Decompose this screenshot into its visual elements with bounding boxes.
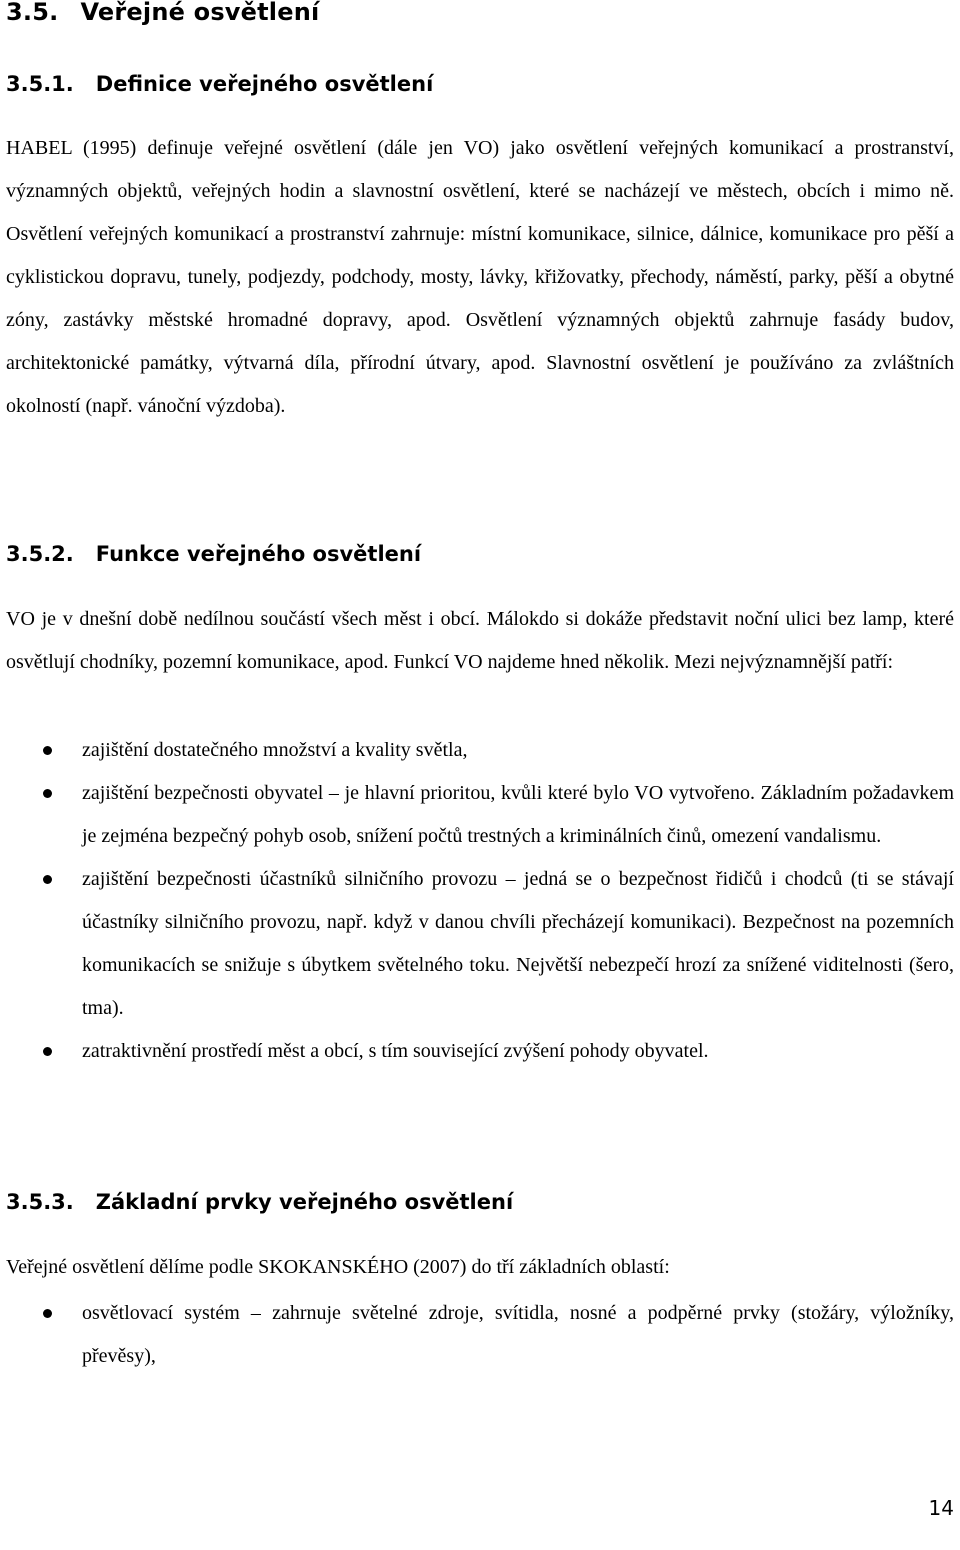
section-number: 3.5. <box>6 0 59 26</box>
subsection-title: Definice veřejného osvětlení <box>95 72 434 96</box>
list-item-text: zatraktivnění prostředí měst a obcí, s tím související zvýšení pohody obyvatel. <box>82 1040 709 1062</box>
list-item <box>0 858 954 1030</box>
list-item-text: zajištění dostatečného množství a kvality světla, <box>82 739 468 761</box>
list-item <box>0 1292 954 1378</box>
definition-paragraph: HABEL (1995) definuje veřejné osvětlení (dále jen VO) jako osvětlení veřejných komunikací a prostranství, významných objektů, veřejných hodin a slavnostní osvětlení, které se nacházejí ve městech, obcích i mimo ně. Osvětlení veřejných komunikací a prostranství zahrnuje: místní komunikace, silnice, dálnice, komunikace pro pěší a cyklistickou dopravu, tunely, podjezdy, podchody, mosty, lávky, křižovatky, přechody, náměstí, parky, pěší a obytné zóny, zastávky městské hromadné dopravy, apod. Osvětlení významných objektů zahrnuje fasády budov, architektonické památky, výtvarná díla, přírodní útvary, apod. Slavnostní osvětlení je používáno za zvláštních okolností (např. vánoční výzdoba). <box>6 137 954 417</box>
section-heading <box>6 0 319 26</box>
subsection-heading-elements <box>6 1190 513 1214</box>
subsection-number: 3.5.3. <box>6 1190 74 1214</box>
list-item-text: zajištění bezpečnosti účastníků silničního provozu – jedná se o bezpečnost řidičů i chodců (ti se stávají účastníky silničního provozu, např. když v danou chvíli přecházejí komunikaci). Bezpečnost na pozemních komunikacích se snižuje s úbytkem světelného toku. Největší nebezpečí hrozí za snížené viditelnosti (šero, tma). <box>82 868 954 1019</box>
subsection-title: Funkce veřejného osvětlení <box>95 542 422 566</box>
list-item-text: osvětlovací systém – zahrnuje světelné zdroje, svítidla, nosné a podpěrné prvky (stožáry, výložníky, převěsy), <box>82 1302 954 1367</box>
functions-list <box>0 729 954 1073</box>
list-item <box>0 729 954 772</box>
section-title: Veřejné osvětlení <box>80 0 320 26</box>
bullet-icon <box>43 746 52 755</box>
subsection-number: 3.5.1. <box>6 72 74 96</box>
functions-paragraph: VO je v dnešní době nedílnou součástí všech měst i obcí. Málokdo si dokáže představit noční ulici bez lamp, které osvětlují chodníky, pozemní komunikace, apod. Funkcí VO najdeme hned několik. Mezi nejvýznamnější patří: <box>6 608 954 673</box>
list-item-text: zajištění bezpečnosti obyvatel – je hlavní prioritou, kvůli které bylo VO vytvořeno. Základním požadavkem je zejména bezpečný pohyb osob, snížení počtů trestných a kriminálních činů, omezení vandalismu. <box>82 782 954 847</box>
bullet-icon <box>43 1309 52 1318</box>
page-number: 14 <box>928 1496 954 1520</box>
bullet-icon <box>43 875 52 884</box>
subsection-number: 3.5.2. <box>6 542 74 566</box>
list-item <box>0 772 954 858</box>
bullet-icon <box>43 789 52 798</box>
elements-paragraph: Veřejné osvětlení dělíme podle SKOKANSKÉHO (2007) do tří základních oblastí: <box>6 1256 670 1278</box>
list-item <box>0 1030 954 1073</box>
subsection-title: Základní prvky veřejného osvětlení <box>95 1190 514 1214</box>
subsection-heading-definition <box>6 72 433 96</box>
subsection-heading-functions <box>6 542 421 566</box>
bullet-icon <box>43 1047 52 1056</box>
elements-list <box>0 1292 954 1378</box>
